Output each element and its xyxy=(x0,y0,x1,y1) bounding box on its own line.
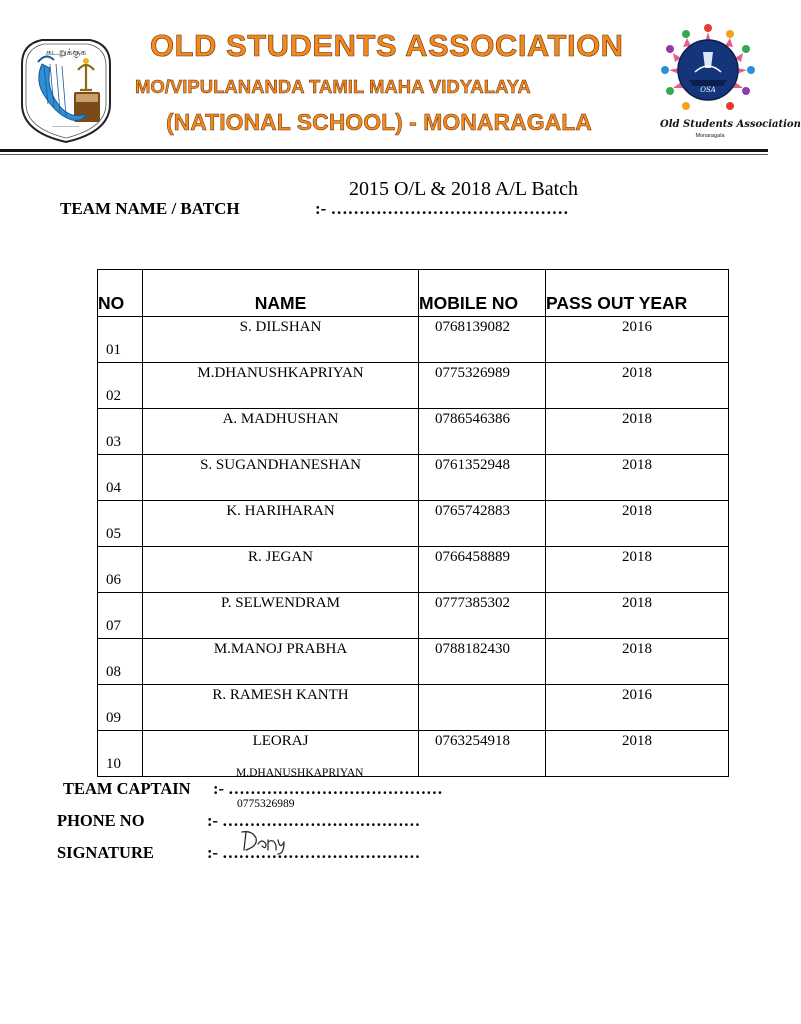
member-pass-out-year: 2018 xyxy=(546,363,729,409)
table-row xyxy=(98,409,729,455)
table-row xyxy=(98,547,729,593)
member-name: P. SELWENDRAM xyxy=(143,593,419,639)
member-name: R. RAMESH KANTH xyxy=(143,685,419,731)
member-pass-out-year: 2018 xyxy=(546,731,729,777)
member-name: M.MANOJ PRABHA xyxy=(143,639,419,685)
signature-label: SIGNATURE xyxy=(57,843,154,862)
member-mobile: 0761352948 xyxy=(419,455,546,501)
team-roster-table xyxy=(97,269,729,777)
member-pass-out-year: 2018 xyxy=(546,639,729,685)
member-pass-out-year: 2018 xyxy=(546,593,729,639)
column-header-year: PASS OUT YEAR xyxy=(546,270,729,317)
member-name: S. SUGANDHANESHAN xyxy=(143,455,419,501)
column-header-no: NO xyxy=(98,270,143,317)
team-name-label: TEAM NAME / BATCH xyxy=(60,199,240,218)
table-row xyxy=(98,501,729,547)
table-row xyxy=(98,731,729,777)
phone-no-label: PHONE NO xyxy=(57,811,145,830)
osa-subcaption: Monaragala xyxy=(695,133,725,139)
member-mobile xyxy=(419,685,546,731)
row-number: 08 xyxy=(98,639,143,685)
row-number: 03 xyxy=(98,409,143,455)
member-name: A. MADHUSHAN xyxy=(143,409,419,455)
member-mobile: 0788182430 xyxy=(419,639,546,685)
table-row xyxy=(98,317,729,363)
member-name: R. JEGAN xyxy=(143,547,419,593)
crest-tamil-text: கடறுக்குக xyxy=(46,48,86,58)
member-pass-out-year: 2018 xyxy=(546,455,729,501)
row-number: 02 xyxy=(98,363,143,409)
svg-text:OSA: OSA xyxy=(700,86,716,94)
school-name: MO/VIPULANANDA TAMIL MAHA VIDYALAYA xyxy=(135,76,531,97)
osa-emblem-logo xyxy=(655,22,761,126)
member-mobile: 0763254918 xyxy=(419,731,546,777)
member-name: K. HARIHARAN xyxy=(143,501,419,547)
row-number: 06 xyxy=(98,547,143,593)
member-mobile: 0775326989 xyxy=(419,363,546,409)
row-number: 05 xyxy=(98,501,143,547)
phone-no-dots: :- ……………………………… xyxy=(207,811,421,830)
row-number: 09 xyxy=(98,685,143,731)
member-pass-out-year: 2018 xyxy=(546,547,729,593)
team-captain-dots: :- ………………………………… xyxy=(213,779,443,798)
member-mobile: 0786546386 xyxy=(419,409,546,455)
school-crest-logo xyxy=(12,34,120,144)
member-mobile: 0766458889 xyxy=(419,547,546,593)
team-captain-label: TEAM CAPTAIN xyxy=(63,779,191,798)
team-name-dots: :- …………………………………… xyxy=(315,199,569,218)
header-divider-thin xyxy=(0,154,768,155)
table-row xyxy=(98,455,729,501)
member-name: LEORAJ xyxy=(143,731,419,777)
row-number: 04 xyxy=(98,455,143,501)
member-name: S. DILSHAN xyxy=(143,317,419,363)
svg-text:---------------: --------------- xyxy=(52,124,80,130)
team-name-value: 2015 O/L & 2018 A/L Batch xyxy=(349,178,579,200)
osa-caption: Old Students Association xyxy=(660,119,801,130)
school-location: (NATIONAL SCHOOL) - MONARAGALA xyxy=(166,109,592,135)
member-name: M.DHANUSHKAPRIYAN xyxy=(143,363,419,409)
captain-name-value: M.DHANUSHKAPRIYAN xyxy=(236,767,364,779)
member-pass-out-year: 2018 xyxy=(546,501,729,547)
member-mobile: 0765742883 xyxy=(419,501,546,547)
handwritten-signature xyxy=(238,826,290,856)
table-row xyxy=(98,685,729,731)
row-number: 01 xyxy=(98,317,143,363)
table-row xyxy=(98,363,729,409)
signature-dots: :- ……………………………… xyxy=(207,843,421,862)
member-mobile: 0768139082 xyxy=(419,317,546,363)
member-pass-out-year: 2016 xyxy=(546,317,729,363)
table-header-row xyxy=(98,270,729,317)
member-pass-out-year: 2016 xyxy=(546,685,729,731)
row-number: 10 xyxy=(98,731,143,777)
column-header-mobile: MOBILE NO xyxy=(419,270,546,317)
table-row xyxy=(98,639,729,685)
table-row xyxy=(98,593,729,639)
member-pass-out-year: 2018 xyxy=(546,409,729,455)
column-header-name: NAME xyxy=(143,270,419,317)
member-mobile: 0777385302 xyxy=(419,593,546,639)
phone-number-value: 0775326989 xyxy=(237,798,295,810)
row-number: 07 xyxy=(98,593,143,639)
header-divider xyxy=(0,149,768,152)
association-title: OLD STUDENTS ASSOCIATION xyxy=(150,28,624,63)
